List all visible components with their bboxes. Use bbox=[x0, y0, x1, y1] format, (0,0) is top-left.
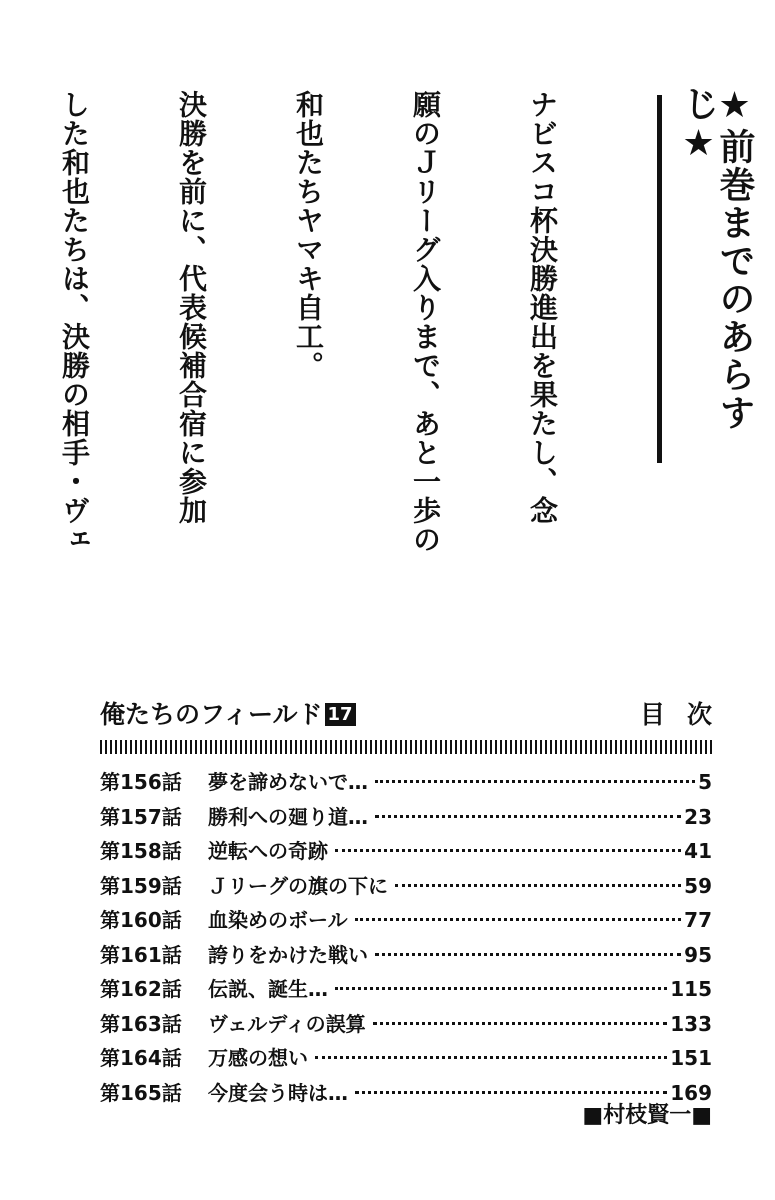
toc-page-number: 23 bbox=[684, 804, 712, 829]
volume-badge: 17 bbox=[325, 703, 356, 726]
toc-chapter-number: 第159話 bbox=[100, 873, 182, 898]
toc-entry[interactable] bbox=[100, 835, 712, 870]
synopsis-line: 決勝を前に、代表候補合宿に参加 bbox=[175, 90, 208, 525]
toc-chapter-number: 第157話 bbox=[100, 804, 182, 829]
toc-entry[interactable] bbox=[100, 766, 712, 801]
toc-entry[interactable] bbox=[100, 1042, 712, 1077]
synopsis-line: 願のＪリーグ入りまで、あと一歩の bbox=[409, 90, 442, 554]
toc-chapter-number: 第163話 bbox=[100, 1011, 182, 1036]
toc-leader-dots bbox=[375, 953, 681, 956]
toc-chapter-number: 第165話 bbox=[100, 1080, 182, 1105]
toc-entry[interactable] bbox=[100, 973, 712, 1008]
toc-page-number: 151 bbox=[670, 1046, 712, 1070]
toc-chapter-number: 第164話 bbox=[100, 1046, 182, 1070]
toc-chapter-title: 伝説、誕生… bbox=[208, 977, 328, 1001]
synopsis-title: ★前巻までのあらすじ★ bbox=[678, 85, 755, 432]
toc-chapter-title: 今度会う時は… bbox=[208, 1080, 348, 1105]
author-name: ■村枝賢一■ bbox=[582, 1103, 712, 1128]
toc-page-number: 41 bbox=[684, 839, 712, 863]
synopsis-divider bbox=[657, 95, 662, 463]
toc-page-number: 5 bbox=[698, 770, 712, 794]
contents-label: 目次 bbox=[639, 700, 734, 729]
toc-page-number: 59 bbox=[684, 873, 712, 898]
toc-leader-dots bbox=[373, 1022, 668, 1025]
toc-leader-dots bbox=[355, 918, 682, 921]
toc-chapter-number: 第162話 bbox=[100, 977, 182, 1001]
toc-leader-dots bbox=[335, 849, 681, 852]
toc-chapter-title: Ｊリーグの旗の下に bbox=[208, 873, 388, 898]
toc-chapter-title: 夢を諦めないで… bbox=[208, 770, 368, 794]
toc-entry[interactable] bbox=[100, 870, 712, 905]
toc-chapter-title: 誇りをかけた戦い bbox=[208, 942, 368, 967]
synopsis-line: ナビスコ杯決勝進出を果たし、念 bbox=[526, 90, 559, 525]
toc-entry[interactable] bbox=[100, 801, 712, 836]
toc-chapter-number: 第158話 bbox=[100, 839, 182, 863]
synopsis-line: した和也たちは、決勝の相手・ヴェ bbox=[58, 90, 91, 554]
toc-leader-dots bbox=[375, 815, 681, 818]
toc-page-number: 169 bbox=[670, 1080, 712, 1105]
toc-entry[interactable] bbox=[100, 904, 712, 939]
toc-page-number: 115 bbox=[670, 977, 712, 1001]
toc-list bbox=[100, 766, 712, 1111]
toc-page-number: 77 bbox=[684, 908, 712, 932]
toc-chapter-number: 第160話 bbox=[100, 908, 182, 932]
toc-leader-dots bbox=[335, 987, 667, 990]
toc-page-number: 133 bbox=[670, 1011, 712, 1036]
toc-chapter-title: ヴェルディの誤算 bbox=[208, 1011, 366, 1036]
toc-divider bbox=[100, 740, 712, 754]
synopsis-line: 和也たちヤマキ自工。 bbox=[292, 90, 325, 380]
toc-entry[interactable] bbox=[100, 1008, 712, 1043]
toc-chapter-title: 血染めのボール bbox=[208, 908, 348, 932]
toc-chapter-title: 万感の想い bbox=[208, 1046, 308, 1070]
toc-leader-dots bbox=[315, 1056, 667, 1059]
toc-chapter-title: 勝利への廻り道… bbox=[208, 804, 368, 829]
toc-chapter-title: 逆転への奇跡 bbox=[208, 839, 328, 863]
book-title bbox=[100, 695, 356, 731]
toc-chapter-number: 第161話 bbox=[100, 942, 182, 967]
toc-entry[interactable] bbox=[100, 939, 712, 974]
toc-page-number: 95 bbox=[684, 942, 712, 967]
book-title-text: 俺たちのフィールド bbox=[100, 700, 323, 729]
toc-header bbox=[100, 695, 734, 735]
toc-chapter-number: 第156話 bbox=[100, 770, 182, 794]
synopsis-body bbox=[58, 90, 640, 554]
toc-leader-dots bbox=[375, 780, 695, 783]
toc-leader-dots bbox=[395, 884, 681, 887]
toc-leader-dots bbox=[355, 1091, 667, 1094]
